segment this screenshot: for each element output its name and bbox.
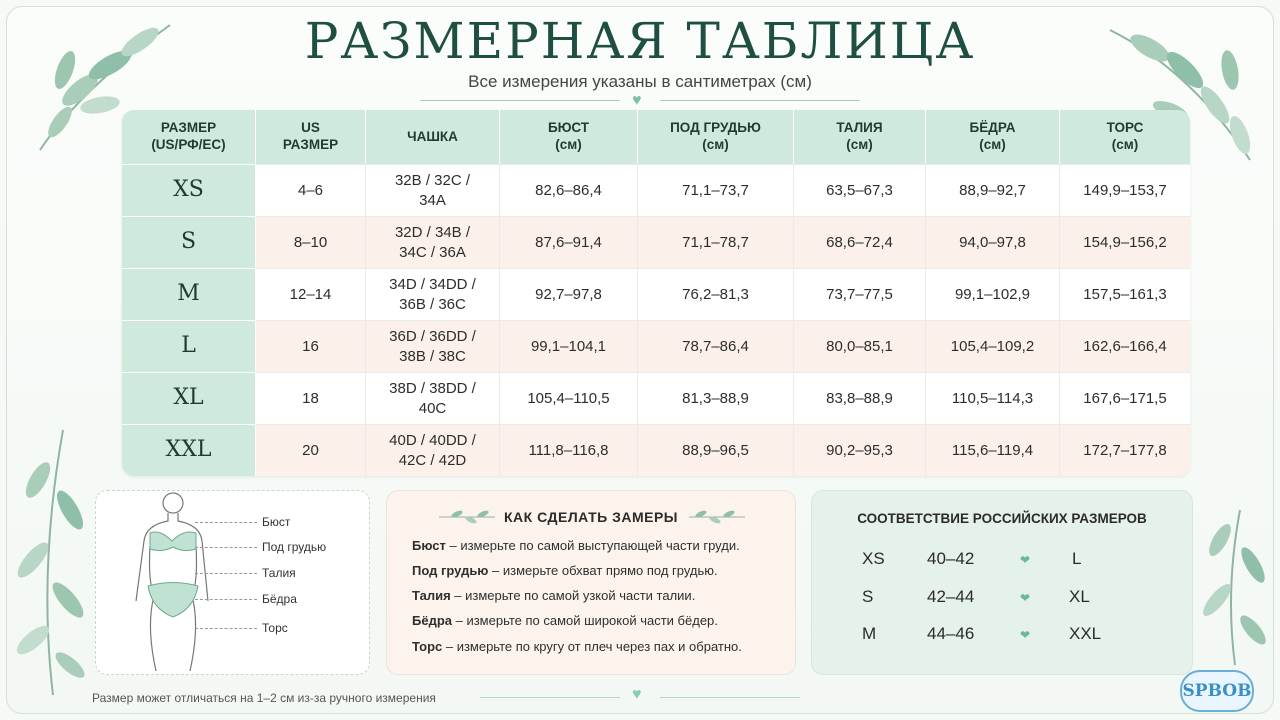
us-cell: 20: [256, 424, 366, 476]
cup-cell: 32D / 34B / 34C / 36A: [366, 216, 500, 268]
page-title: РАЗМЕРНАЯ ТАБЛИЦА: [304, 12, 976, 70]
torso-cell: 154,9–156,2: [1060, 216, 1190, 268]
torso-cell: 167,6–171,5: [1060, 372, 1190, 424]
us-cell: 8–10: [256, 216, 366, 268]
brand-logo: SPBOB: [1180, 670, 1254, 712]
underbust-cell: 81,3–88,9: [638, 372, 794, 424]
howto-item: Бюст – измерьте по самой выступающей части груди.: [412, 538, 740, 553]
ru-size: S: [862, 587, 874, 606]
heart-icon: ❤: [1020, 591, 1031, 605]
us-cell: 18: [256, 372, 366, 424]
size-cell: XS: [122, 164, 256, 216]
bust-indicator-line: [195, 522, 257, 523]
waist-cell: 68,6–72,4: [794, 216, 926, 268]
us-cell: 4–6: [256, 164, 366, 216]
howto-item: Талия – измерьте по самой узкой части талии.: [412, 588, 696, 603]
torso-cell: 157,5–161,3: [1060, 268, 1190, 320]
hips-cell: 115,6–119,4: [926, 424, 1060, 476]
underbust-cell: 71,1–78,7: [638, 216, 794, 268]
ru-alt-size: L: [1072, 549, 1082, 568]
size-cell: XXL: [122, 424, 256, 476]
torso-cell: 149,9–153,7: [1060, 164, 1190, 216]
bust-cell: 105,4–110,5: [500, 372, 638, 424]
cup-cell: 34D / 34DD / 36B / 36C: [366, 268, 500, 320]
header-hips: БЁДРА (см): [926, 110, 1060, 164]
hips-indicator-line: [195, 599, 257, 600]
heart-icon: ♥: [632, 92, 642, 109]
underbust-indicator-line: [195, 547, 257, 548]
ru-range: 40–42: [927, 549, 975, 568]
how-to-measure-panel: [386, 490, 796, 675]
body-silhouette-icon: [126, 491, 236, 673]
us-cell: 16: [256, 320, 366, 372]
subtitle-rule-left: [420, 100, 620, 101]
bust-cell: 92,7–97,8: [500, 268, 638, 320]
bust-cell: 82,6–86,4: [500, 164, 638, 216]
hips-cell: 99,1–102,9: [926, 268, 1060, 320]
ru-size: XS: [862, 549, 885, 568]
table-row: [122, 268, 1190, 320]
ru-range: 44–46: [927, 624, 975, 643]
header-underbust: ПОД ГРУДЬЮ (см): [638, 110, 794, 164]
hips-cell: 110,5–114,3: [926, 372, 1060, 424]
howto-item: Бёдра – измерьте по самой широкой части бёдер.: [412, 613, 718, 628]
header-size: РАЗМЕР (US/РФ/ЕС): [122, 110, 256, 164]
leaf-sprig-right-icon: [687, 509, 747, 525]
how-to-measure-title: КАК СДЕЛАТЬ ЗАМЕРЫ: [504, 509, 678, 525]
size-cell: S: [122, 216, 256, 268]
footer-rule-right: [660, 697, 800, 698]
howto-item: Под грудью – измерьте обхват прямо под грудью.: [412, 563, 718, 578]
waist-indicator-line: [195, 573, 257, 574]
header-us: US РАЗМЕР: [256, 110, 366, 164]
table-row: [122, 216, 1190, 268]
header-cup: ЧАШКА: [366, 110, 500, 164]
russian-sizes-title: СООТВЕТСТВИЕ РОССИЙСКИХ РАЗМЕРОВ: [857, 511, 1147, 526]
table-header-row: [122, 110, 1190, 164]
figure-label-torso: Торс: [262, 621, 288, 635]
us-cell: 12–14: [256, 268, 366, 320]
howto-item: Торс – измерьте по кругу от плеч через пах и обратно.: [412, 639, 742, 654]
size-cell: L: [122, 320, 256, 372]
torso-cell: 172,7–177,8: [1060, 424, 1190, 476]
figure-label-bust: Бюст: [262, 515, 291, 529]
waist-cell: 63,5–67,3: [794, 164, 926, 216]
waist-cell: 90,2–95,3: [794, 424, 926, 476]
ru-size: M: [862, 624, 877, 643]
subtitle-rule-right: [660, 100, 860, 101]
figure-label-underbust: Под грудью: [262, 540, 327, 554]
cup-cell: 36D / 36DD / 38B / 38C: [366, 320, 500, 372]
heart-icon: ❤: [1020, 553, 1031, 567]
cup-cell: 38D / 38DD / 40C: [366, 372, 500, 424]
underbust-cell: 71,1–73,7: [638, 164, 794, 216]
waist-cell: 73,7–77,5: [794, 268, 926, 320]
ru-alt-size: XL: [1069, 587, 1090, 606]
waist-cell: 83,8–88,9: [794, 372, 926, 424]
hips-cell: 94,0–97,8: [926, 216, 1060, 268]
header-bust: БЮСТ (см): [500, 110, 638, 164]
heart-icon: ❤: [1020, 628, 1031, 642]
leaf-branch-bottom-right-icon: [1195, 500, 1275, 670]
ru-range: 42–44: [927, 587, 975, 606]
hips-cell: 88,9–92,7: [926, 164, 1060, 216]
torso-cell: 162,6–166,4: [1060, 320, 1190, 372]
table-row: [122, 164, 1190, 216]
header-torso: ТОРС (см): [1060, 110, 1190, 164]
figure-label-hips: Бёдра: [262, 592, 297, 606]
table-row: [122, 320, 1190, 372]
size-table: [122, 110, 1190, 476]
underbust-cell: 76,2–81,3: [638, 268, 794, 320]
underbust-cell: 88,9–96,5: [638, 424, 794, 476]
heart-icon: ♥: [632, 686, 642, 703]
bust-cell: 87,6–91,4: [500, 216, 638, 268]
hips-cell: 105,4–109,2: [926, 320, 1060, 372]
page-subtitle: Все измерения указаны в сантиметрах (см): [468, 72, 812, 91]
table-row: [122, 372, 1190, 424]
footnote: Размер может отличаться на 1–2 см из-за ручного измерения: [92, 691, 436, 705]
header-waist: ТАЛИЯ (см): [794, 110, 926, 164]
ru-alt-size: XXL: [1069, 624, 1102, 643]
waist-cell: 80,0–85,1: [794, 320, 926, 372]
size-cell: XL: [122, 372, 256, 424]
figure-label-waist: Талия: [262, 566, 296, 580]
table-row: [122, 424, 1190, 476]
size-cell: M: [122, 268, 256, 320]
footer-rule-left: [480, 697, 620, 698]
cup-cell: 40D / 40DD / 42C / 42D: [366, 424, 500, 476]
underbust-cell: 78,7–86,4: [638, 320, 794, 372]
bust-cell: 111,8–116,8: [500, 424, 638, 476]
bust-cell: 99,1–104,1: [500, 320, 638, 372]
measurement-figure-panel: [95, 490, 370, 675]
russian-sizes-panel: [811, 490, 1193, 675]
leaf-branch-bottom-left-icon: [8, 420, 98, 700]
torso-indicator-line: [195, 628, 257, 629]
cup-cell: 32B / 32C / 34A: [366, 164, 500, 216]
